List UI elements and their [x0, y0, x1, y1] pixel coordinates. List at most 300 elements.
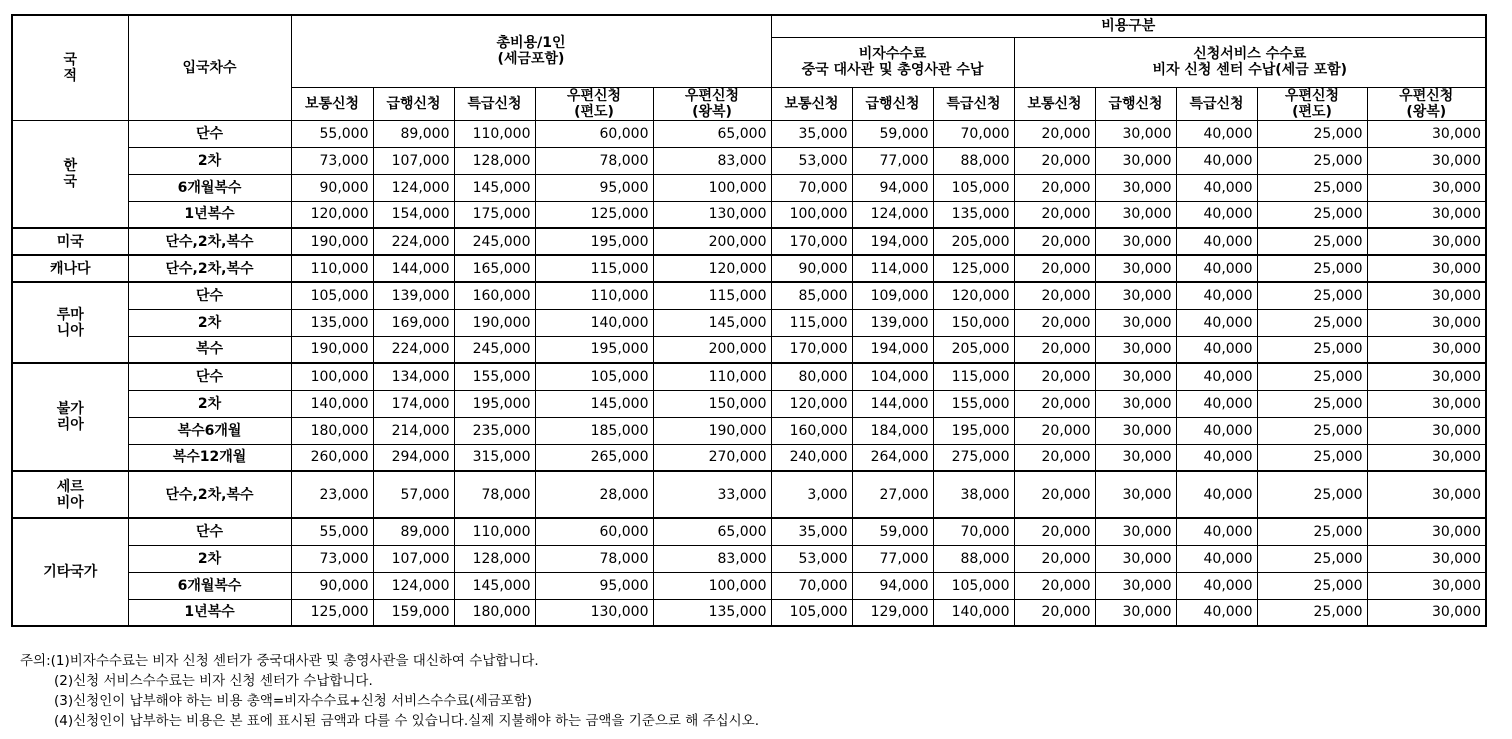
- fee-cell: 40,000: [1176, 228, 1257, 255]
- fee-cell: 115,000: [535, 255, 653, 282]
- country-cell: 루마 니아: [12, 282, 128, 363]
- fee-cell: 174,000: [373, 390, 454, 417]
- fee-cell: 20,000: [1014, 255, 1095, 282]
- fee-cell: 90,000: [291, 174, 373, 201]
- fee-cell: 20,000: [1014, 201, 1095, 228]
- header-fee-breakdown: 비용구분: [771, 15, 1486, 37]
- fee-cell: 40,000: [1176, 309, 1257, 336]
- fee-cell: 30,000: [1095, 255, 1176, 282]
- fee-cell: 169,000: [373, 309, 454, 336]
- fee-cell: 89,000: [373, 518, 454, 545]
- fee-cell: 35,000: [771, 120, 852, 147]
- subheader-total-1: 보통신청: [291, 87, 373, 120]
- fee-cell: 160,000: [454, 282, 535, 309]
- fee-cell: 144,000: [852, 390, 933, 417]
- fee-cell: 70,000: [771, 572, 852, 599]
- fee-cell: 95,000: [535, 174, 653, 201]
- fee-cell: 30,000: [1095, 444, 1176, 471]
- fee-cell: 20,000: [1014, 390, 1095, 417]
- fee-cell: 85,000: [771, 282, 852, 309]
- table-row: [12, 255, 1486, 282]
- fee-cell: 194,000: [852, 336, 933, 363]
- header-visa-fee: 비자수수료 중국 대사관 및 총영사관 수납: [771, 37, 1014, 87]
- fee-cell: 65,000: [653, 518, 771, 545]
- header-nationality: 국 적: [12, 15, 128, 120]
- fee-cell: 159,000: [373, 599, 454, 626]
- table-row: [12, 336, 1486, 363]
- fee-cell: 40,000: [1176, 174, 1257, 201]
- fee-cell: 135,000: [291, 309, 373, 336]
- fee-cell: 20,000: [1014, 444, 1095, 471]
- fee-cell: 145,000: [653, 309, 771, 336]
- fee-cell: 30,000: [1367, 228, 1486, 255]
- fee-cell: 77,000: [852, 147, 933, 174]
- subheader-total-3: 특급신청: [454, 87, 535, 120]
- fee-cell: 120,000: [291, 201, 373, 228]
- table-row: [12, 572, 1486, 599]
- fee-cell: 60,000: [535, 518, 653, 545]
- fee-cell: 28,000: [535, 471, 653, 518]
- fee-cell: 30,000: [1095, 228, 1176, 255]
- fee-cell: 100,000: [771, 201, 852, 228]
- fee-cell: 124,000: [373, 174, 454, 201]
- fee-cell: 125,000: [291, 599, 373, 626]
- fee-cell: 235,000: [454, 417, 535, 444]
- fee-cell: 30,000: [1367, 282, 1486, 309]
- fee-cell: 190,000: [653, 417, 771, 444]
- fee-cell: 94,000: [852, 174, 933, 201]
- entry-type-cell: 단수: [128, 120, 291, 147]
- entry-type-cell: 6개월복수: [128, 572, 291, 599]
- fee-cell: 78,000: [454, 471, 535, 518]
- fee-cell: 30,000: [1367, 363, 1486, 390]
- fee-cell: 135,000: [653, 599, 771, 626]
- fee-cell: 120,000: [653, 255, 771, 282]
- entry-type-cell: 1년복수: [128, 599, 291, 626]
- fee-cell: 110,000: [454, 518, 535, 545]
- fee-cell: 110,000: [454, 120, 535, 147]
- fee-cell: 110,000: [535, 282, 653, 309]
- fee-cell: 120,000: [771, 390, 852, 417]
- fee-cell: 150,000: [653, 390, 771, 417]
- fee-cell: 57,000: [373, 471, 454, 518]
- table-row: [12, 545, 1486, 572]
- fee-cell: 205,000: [933, 228, 1014, 255]
- entry-type-cell: 2차: [128, 147, 291, 174]
- fee-cell: 205,000: [933, 336, 1014, 363]
- fee-cell: 53,000: [771, 147, 852, 174]
- fee-cell: 40,000: [1176, 255, 1257, 282]
- entry-type-cell: 복수12개월: [128, 444, 291, 471]
- fee-cell: 170,000: [771, 228, 852, 255]
- fee-cell: 25,000: [1257, 282, 1367, 309]
- fee-cell: 95,000: [535, 572, 653, 599]
- fee-cell: 120,000: [933, 282, 1014, 309]
- fee-cell: 30,000: [1367, 390, 1486, 417]
- fee-cell: 35,000: [771, 518, 852, 545]
- fee-cell: 30,000: [1095, 309, 1176, 336]
- fee-cell: 78,000: [535, 545, 653, 572]
- fee-cell: 20,000: [1014, 228, 1095, 255]
- fee-cell: 270,000: [653, 444, 771, 471]
- fee-cell: 78,000: [535, 147, 653, 174]
- entry-type-cell: 단수: [128, 518, 291, 545]
- table-row: [12, 599, 1486, 626]
- fee-cell: 40,000: [1176, 201, 1257, 228]
- fee-cell: 25,000: [1257, 201, 1367, 228]
- table-row: [12, 120, 1486, 147]
- fee-cell: 195,000: [933, 417, 1014, 444]
- fee-cell: 88,000: [933, 147, 1014, 174]
- country-cell: 기타국가: [12, 518, 128, 626]
- fee-cell: 240,000: [771, 444, 852, 471]
- fee-cell: 130,000: [653, 201, 771, 228]
- fee-cell: 77,000: [852, 545, 933, 572]
- fee-cell: 264,000: [852, 444, 933, 471]
- fee-cell: 124,000: [852, 201, 933, 228]
- fee-cell: 125,000: [933, 255, 1014, 282]
- fee-cell: 145,000: [454, 174, 535, 201]
- fee-cell: 25,000: [1257, 147, 1367, 174]
- header-total-cost: 총비용/1인 (세금포함): [291, 15, 771, 87]
- table-row: [12, 201, 1486, 228]
- entry-type-cell: 6개월복수: [128, 174, 291, 201]
- fee-cell: 30,000: [1095, 174, 1176, 201]
- fee-cell: 194,000: [852, 228, 933, 255]
- fee-cell: 200,000: [653, 228, 771, 255]
- fee-cell: 30,000: [1095, 471, 1176, 518]
- subheader-service-3: 특급신청: [1176, 87, 1257, 120]
- fee-cell: 23,000: [291, 471, 373, 518]
- fee-cell: 105,000: [933, 572, 1014, 599]
- fee-cell: 128,000: [454, 147, 535, 174]
- subheader-service-2: 급행신청: [1095, 87, 1176, 120]
- fee-cell: 25,000: [1257, 309, 1367, 336]
- fee-cell: 195,000: [454, 390, 535, 417]
- fee-cell: 70,000: [933, 518, 1014, 545]
- fee-cell: 53,000: [771, 545, 852, 572]
- fee-cell: 40,000: [1176, 599, 1257, 626]
- fee-cell: 40,000: [1176, 147, 1257, 174]
- fee-cell: 59,000: [852, 518, 933, 545]
- fee-cell: 20,000: [1014, 471, 1095, 518]
- fee-cell: 115,000: [933, 363, 1014, 390]
- fee-cell: 73,000: [291, 545, 373, 572]
- fee-cell: 20,000: [1014, 336, 1095, 363]
- fee-cell: 260,000: [291, 444, 373, 471]
- fee-cell: 100,000: [653, 174, 771, 201]
- fee-cell: 70,000: [933, 120, 1014, 147]
- fee-cell: 40,000: [1176, 518, 1257, 545]
- fee-cell: 20,000: [1014, 518, 1095, 545]
- fee-cell: 129,000: [852, 599, 933, 626]
- fee-cell: 89,000: [373, 120, 454, 147]
- fee-cell: 40,000: [1176, 390, 1257, 417]
- fee-cell: 265,000: [535, 444, 653, 471]
- fee-cell: 140,000: [291, 390, 373, 417]
- note-2: (2)신청 서비스수수료는 비자 신청 센터가 수납합니다.: [54, 673, 373, 689]
- table-row: [12, 147, 1486, 174]
- fee-cell: 224,000: [373, 336, 454, 363]
- fee-cell: 105,000: [933, 174, 1014, 201]
- fee-cell: 40,000: [1176, 545, 1257, 572]
- fee-cell: 190,000: [291, 228, 373, 255]
- fee-cell: 155,000: [933, 390, 1014, 417]
- fee-cell: 30,000: [1367, 599, 1486, 626]
- fee-cell: 20,000: [1014, 147, 1095, 174]
- fee-cell: 30,000: [1367, 545, 1486, 572]
- fee-cell: 224,000: [373, 228, 454, 255]
- fee-cell: 30,000: [1095, 518, 1176, 545]
- table-row: [12, 309, 1486, 336]
- fee-cell: 180,000: [454, 599, 535, 626]
- subheader-service-5: 우편신청 (왕복): [1367, 87, 1486, 120]
- fee-cell: 105,000: [291, 282, 373, 309]
- fee-cell: 30,000: [1367, 471, 1486, 518]
- fee-cell: 107,000: [373, 147, 454, 174]
- table-row: [12, 417, 1486, 444]
- fee-cell: 3,000: [771, 471, 852, 518]
- entry-type-cell: 2차: [128, 545, 291, 572]
- fee-cell: 40,000: [1176, 417, 1257, 444]
- fee-cell: 180,000: [291, 417, 373, 444]
- entry-type-cell: 단수: [128, 282, 291, 309]
- fee-cell: 105,000: [535, 363, 653, 390]
- fee-cell: 25,000: [1257, 572, 1367, 599]
- fee-cell: 25,000: [1257, 471, 1367, 518]
- table-row: [12, 390, 1486, 417]
- fee-cell: 60,000: [535, 120, 653, 147]
- subheader-total-2: 급행신청: [373, 87, 454, 120]
- fee-cell: 20,000: [1014, 417, 1095, 444]
- fee-cell: 30,000: [1095, 363, 1176, 390]
- fee-cell: 190,000: [454, 309, 535, 336]
- entry-type-cell: 단수: [128, 363, 291, 390]
- fee-cell: 25,000: [1257, 255, 1367, 282]
- fee-cell: 70,000: [771, 174, 852, 201]
- fee-cell: 200,000: [653, 336, 771, 363]
- table-row: [12, 518, 1486, 545]
- fee-cell: 30,000: [1367, 518, 1486, 545]
- table-row: [12, 363, 1486, 390]
- fee-cell: 59,000: [852, 120, 933, 147]
- fee-cell: 100,000: [653, 572, 771, 599]
- fee-cell: 30,000: [1095, 282, 1176, 309]
- fee-cell: 30,000: [1095, 545, 1176, 572]
- entry-type-cell: 단수,2차,복수: [128, 255, 291, 282]
- fee-cell: 30,000: [1367, 255, 1486, 282]
- fee-cell: 140,000: [933, 599, 1014, 626]
- fee-cell: 73,000: [291, 147, 373, 174]
- fee-cell: 20,000: [1014, 545, 1095, 572]
- fee-cell: 134,000: [373, 363, 454, 390]
- fee-cell: 40,000: [1176, 444, 1257, 471]
- visa-fee-table: [11, 14, 1487, 627]
- fee-cell: 30,000: [1367, 201, 1486, 228]
- fee-cell: 184,000: [852, 417, 933, 444]
- fee-cell: 30,000: [1095, 417, 1176, 444]
- table-row: [12, 228, 1486, 255]
- fee-cell: 25,000: [1257, 545, 1367, 572]
- entry-type-cell: 복수6개월: [128, 417, 291, 444]
- fee-cell: 195,000: [535, 336, 653, 363]
- fee-cell: 25,000: [1257, 417, 1367, 444]
- note-1: 주의:(1)비자수수료는 비자 신청 센터가 중국대사관 및 총영사관을 대신하여 수납합니다.: [20, 653, 539, 669]
- entry-type-cell: 단수,2차,복수: [128, 471, 291, 518]
- fee-cell: 110,000: [291, 255, 373, 282]
- fee-cell: 160,000: [771, 417, 852, 444]
- note-3: (3)신청인이 납부해야 하는 비용 총액=비자수수료+신청 서비스수수료(세금포함): [54, 693, 533, 709]
- fee-cell: 154,000: [373, 201, 454, 228]
- fee-cell: 144,000: [373, 255, 454, 282]
- fee-cell: 40,000: [1176, 120, 1257, 147]
- subheader-visa-1: 보통신청: [771, 87, 852, 120]
- fee-cell: 83,000: [653, 147, 771, 174]
- fee-cell: 195,000: [535, 228, 653, 255]
- fee-cell: 55,000: [291, 518, 373, 545]
- fee-cell: 40,000: [1176, 572, 1257, 599]
- fee-cell: 115,000: [771, 309, 852, 336]
- fee-cell: 30,000: [1367, 309, 1486, 336]
- fee-cell: 25,000: [1257, 120, 1367, 147]
- fee-cell: 245,000: [454, 228, 535, 255]
- country-cell: 한 국: [12, 120, 128, 228]
- fee-cell: 20,000: [1014, 572, 1095, 599]
- fee-cell: 109,000: [852, 282, 933, 309]
- fee-cell: 125,000: [535, 201, 653, 228]
- fee-cell: 25,000: [1257, 336, 1367, 363]
- fee-cell: 25,000: [1257, 599, 1367, 626]
- subheader-service-1: 보통신청: [1014, 87, 1095, 120]
- fee-cell: 30,000: [1367, 572, 1486, 599]
- fee-cell: 214,000: [373, 417, 454, 444]
- fee-cell: 30,000: [1367, 120, 1486, 147]
- subheader-service-4: 우편신청 (편도): [1257, 87, 1367, 120]
- fee-cell: 20,000: [1014, 174, 1095, 201]
- subheader-visa-2: 급행신청: [852, 87, 933, 120]
- fee-cell: 139,000: [373, 282, 454, 309]
- fee-cell: 55,000: [291, 120, 373, 147]
- fee-cell: 38,000: [933, 471, 1014, 518]
- fee-cell: 245,000: [454, 336, 535, 363]
- fee-cell: 30,000: [1367, 444, 1486, 471]
- fee-cell: 175,000: [454, 201, 535, 228]
- fee-cell: 128,000: [454, 545, 535, 572]
- fee-cell: 40,000: [1176, 282, 1257, 309]
- fee-cell: 140,000: [535, 309, 653, 336]
- header-service-fee: 신청서비스 수수료 비자 신청 센터 수납(세금 포함): [1014, 37, 1486, 87]
- country-cell: 캐나다: [12, 255, 128, 282]
- fee-cell: 30,000: [1095, 201, 1176, 228]
- table-row: [12, 282, 1486, 309]
- fee-cell: 190,000: [291, 336, 373, 363]
- fee-cell: 83,000: [653, 545, 771, 572]
- fee-cell: 25,000: [1257, 518, 1367, 545]
- fee-cell: 25,000: [1257, 444, 1367, 471]
- fee-cell: 20,000: [1014, 120, 1095, 147]
- subheader-total-4: 우편신청 (편도): [535, 87, 653, 120]
- fee-cell: 150,000: [933, 309, 1014, 336]
- header-entry: 입국차수: [128, 15, 291, 120]
- table-row: [12, 444, 1486, 471]
- entry-type-cell: 2차: [128, 390, 291, 417]
- notes: [20, 651, 759, 731]
- fee-cell: 30,000: [1095, 599, 1176, 626]
- fee-cell: 20,000: [1014, 282, 1095, 309]
- fee-cell: 30,000: [1367, 147, 1486, 174]
- entry-type-cell: 1년복수: [128, 201, 291, 228]
- subheader-total-5: 우편신청 (왕복): [653, 87, 771, 120]
- entry-type-cell: 단수,2차,복수: [128, 228, 291, 255]
- fee-cell: 20,000: [1014, 309, 1095, 336]
- fee-cell: 130,000: [535, 599, 653, 626]
- fee-cell: 25,000: [1257, 363, 1367, 390]
- fee-cell: 20,000: [1014, 599, 1095, 626]
- entry-type-cell: 복수: [128, 336, 291, 363]
- fee-cell: 30,000: [1095, 390, 1176, 417]
- fee-cell: 90,000: [291, 572, 373, 599]
- fee-cell: 30,000: [1095, 336, 1176, 363]
- fee-cell: 110,000: [653, 363, 771, 390]
- fee-cell: 139,000: [852, 309, 933, 336]
- fee-cell: 165,000: [454, 255, 535, 282]
- table-row: [12, 174, 1486, 201]
- fee-cell: 124,000: [373, 572, 454, 599]
- fee-cell: 88,000: [933, 545, 1014, 572]
- fee-cell: 33,000: [653, 471, 771, 518]
- fee-cell: 170,000: [771, 336, 852, 363]
- fee-cell: 30,000: [1367, 417, 1486, 444]
- country-cell: 불가 리아: [12, 363, 128, 471]
- country-cell: 세르 비아: [12, 471, 128, 518]
- note-4: (4)신청인이 납부하는 비용은 본 표에 표시된 금액과 다를 수 있습니다.실제 지불해야 하는 금액을 기준으로 해 주십시오.: [54, 713, 759, 729]
- fee-cell: 155,000: [454, 363, 535, 390]
- fee-cell: 25,000: [1257, 228, 1367, 255]
- fee-cell: 275,000: [933, 444, 1014, 471]
- fee-cell: 80,000: [771, 363, 852, 390]
- country-cell: 미국: [12, 228, 128, 255]
- fee-cell: 94,000: [852, 572, 933, 599]
- fee-cell: 30,000: [1095, 572, 1176, 599]
- fee-cell: 27,000: [852, 471, 933, 518]
- subheader-visa-3: 특급신청: [933, 87, 1014, 120]
- fee-cell: 30,000: [1367, 174, 1486, 201]
- fee-cell: 30,000: [1095, 147, 1176, 174]
- fee-cell: 30,000: [1095, 120, 1176, 147]
- fee-cell: 315,000: [454, 444, 535, 471]
- fee-cell: 100,000: [291, 363, 373, 390]
- fee-cell: 105,000: [771, 599, 852, 626]
- fee-cell: 25,000: [1257, 174, 1367, 201]
- fee-cell: 40,000: [1176, 336, 1257, 363]
- table-row: [12, 471, 1486, 518]
- fee-cell: 145,000: [454, 572, 535, 599]
- fee-cell: 25,000: [1257, 390, 1367, 417]
- fee-cell: 114,000: [852, 255, 933, 282]
- entry-type-cell: 2차: [128, 309, 291, 336]
- fee-cell: 20,000: [1014, 363, 1095, 390]
- fee-cell: 40,000: [1176, 363, 1257, 390]
- fee-cell: 104,000: [852, 363, 933, 390]
- fee-cell: 30,000: [1367, 336, 1486, 363]
- fee-cell: 115,000: [653, 282, 771, 309]
- fee-cell: 65,000: [653, 120, 771, 147]
- fee-cell: 145,000: [535, 390, 653, 417]
- fee-cell: 107,000: [373, 545, 454, 572]
- fee-cell: 135,000: [933, 201, 1014, 228]
- fee-cell: 185,000: [535, 417, 653, 444]
- fee-cell: 40,000: [1176, 471, 1257, 518]
